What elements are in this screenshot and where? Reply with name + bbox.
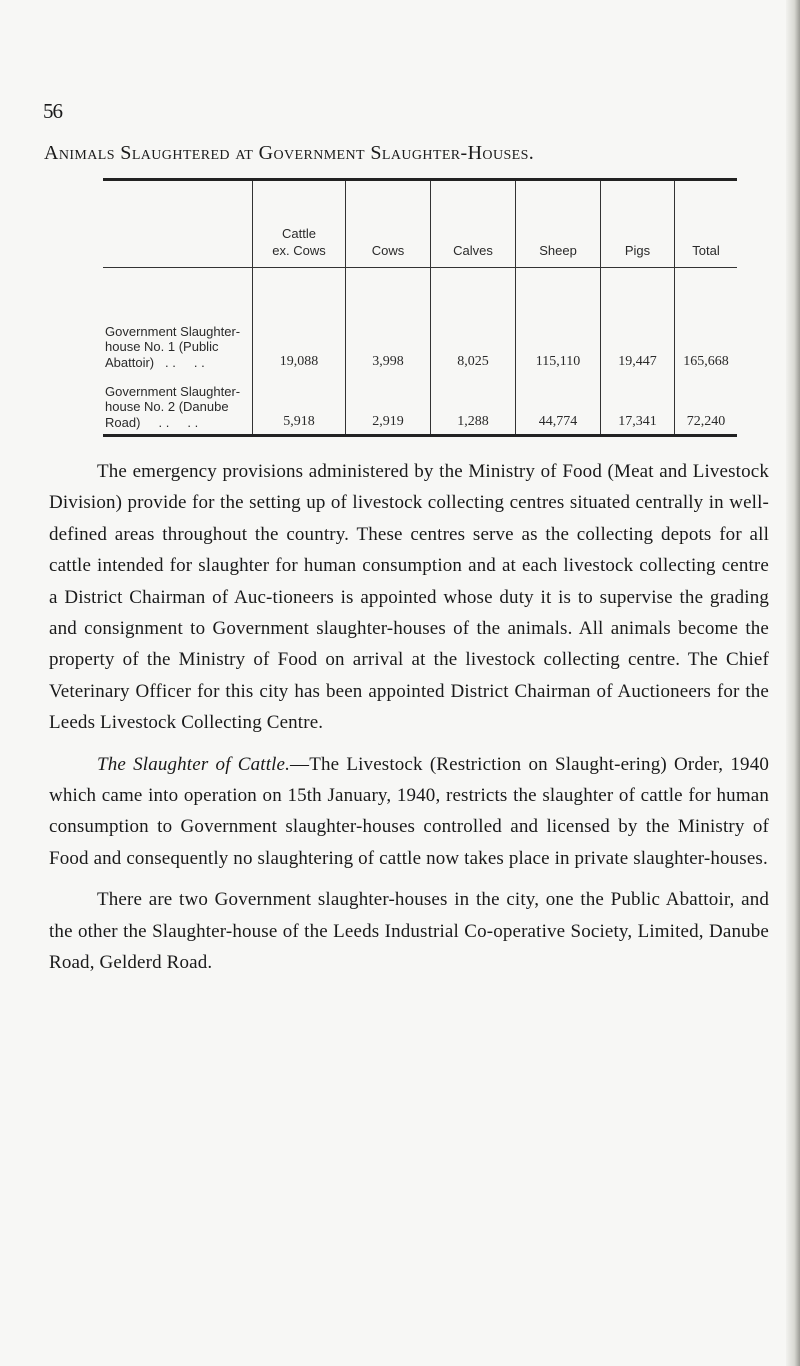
row-label-line3: Road) . . . . bbox=[105, 414, 199, 430]
table-row bbox=[103, 268, 737, 371]
body-text bbox=[49, 456, 769, 979]
header-total: Total bbox=[675, 180, 738, 268]
row-label-line3: Abattoir) . . . . bbox=[105, 354, 205, 370]
header-cattle bbox=[253, 180, 346, 268]
paragraph-two-slaughter-houses: There are two Government slaughter-houses in the city, one the Public Abattoir, and the other the Slaughter-house of the Leeds Industrial Co-operative Society, Limited, Danube Road, Gelderd Road. bbox=[49, 889, 769, 974]
header-label bbox=[103, 180, 253, 268]
row-label-line1: Government Slaughter- bbox=[105, 383, 241, 399]
cell-cattle: 5,918 bbox=[253, 370, 346, 436]
paragraph-heading: The Slaughter of Cattle. bbox=[97, 753, 291, 775]
cell-calves: 1,288 bbox=[431, 370, 516, 436]
header-sheep: Sheep bbox=[516, 180, 601, 268]
cell-cows: 3,998 bbox=[346, 268, 431, 371]
header-cows: Cows bbox=[346, 180, 431, 268]
cell-sheep: 115,110 bbox=[516, 268, 601, 371]
row-label-line1: Government Slaughter- bbox=[105, 323, 241, 339]
table-header-row bbox=[103, 180, 737, 268]
table-title: Animals Slaughtered at Government Slaughter-Houses. bbox=[44, 142, 535, 164]
header-pigs: Pigs bbox=[601, 180, 675, 268]
cell-total: 165,668 bbox=[675, 268, 738, 371]
scan-edge bbox=[786, 0, 800, 1366]
row-label bbox=[103, 370, 253, 436]
header-cattle-line1: Cattle bbox=[282, 226, 316, 241]
header-calves: Calves bbox=[431, 180, 516, 268]
paragraph-body: —The Livestock (Restriction on Slaught-ering) Order, 1940 which came into operation on 15th January, 1940, restricts the slaughter of cattle for human consumption to Government slaughter-houses controlled and licensed by the Ministry of Food and consequently no slaughtering of cattle now takes place in private slaughter-houses. bbox=[49, 753, 769, 869]
header-cattle-line2: ex. Cows bbox=[272, 243, 326, 258]
row-label bbox=[103, 268, 253, 371]
cell-sheep: 44,774 bbox=[516, 370, 601, 436]
row-label-line2: house No. 2 (Danube bbox=[105, 399, 229, 414]
row-label-line2: house No. 1 (Public bbox=[105, 339, 219, 354]
cell-pigs: 19,447 bbox=[601, 268, 675, 371]
cell-cows: 2,919 bbox=[346, 370, 431, 436]
paragraph-emergency-provisions: The emergency provisions administered by the Ministry of Food (Meat and Livestock Division) provide for the setting up of livestock collecting centres situated centrally in well-defined areas throughout the country. These centres serve as the collecting depots for all cattle intended for slaughter for human consumption and at each livestock collecting centre a District Chairman of Auc-tioneers is appointed whose duty it is to supervise the grading and consignment to Government slaughter-houses of the animals. All animals become the property of the Ministry of Food on arrival at the livestock collecting centre. The Chief Veterinary Officer for this city has been appointed District Chairman of Auctioneers for the Leeds Livestock Collecting Centre. bbox=[49, 461, 769, 734]
slaughter-table bbox=[103, 178, 737, 437]
cell-cattle: 19,088 bbox=[253, 268, 346, 371]
page-number: 56 bbox=[43, 99, 62, 123]
paragraph-slaughter-of-cattle bbox=[49, 749, 769, 875]
table-row bbox=[103, 370, 737, 436]
cell-total: 72,240 bbox=[675, 370, 738, 436]
cell-calves: 8,025 bbox=[431, 268, 516, 371]
cell-pigs: 17,341 bbox=[601, 370, 675, 436]
